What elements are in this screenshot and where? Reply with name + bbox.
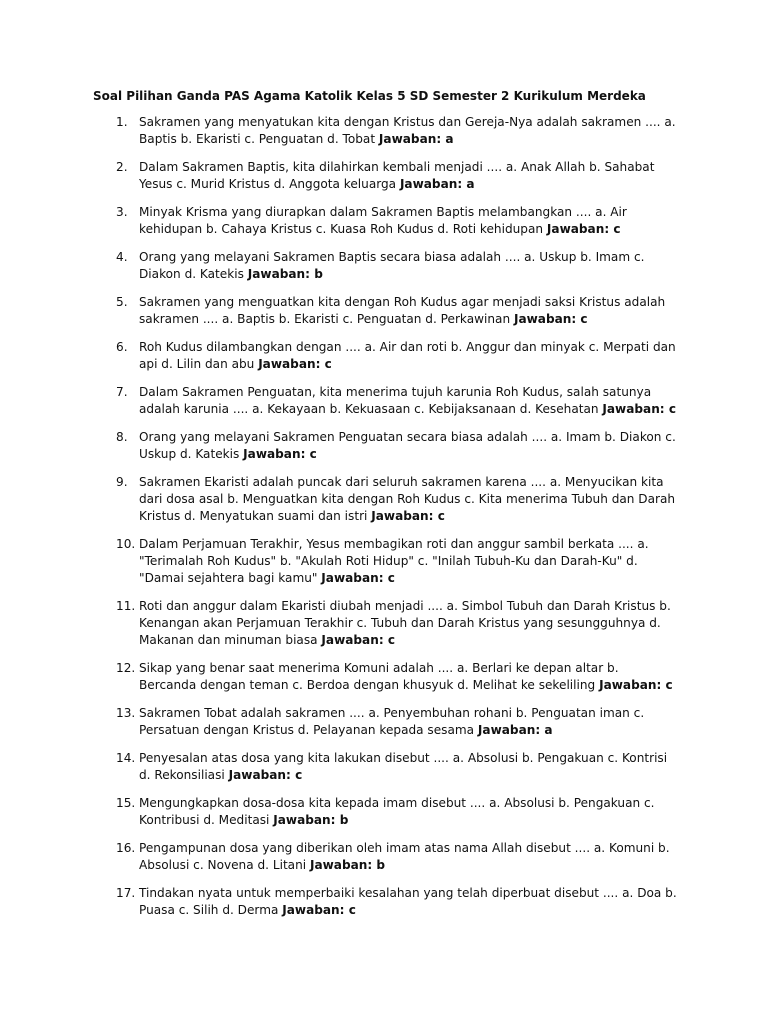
question-answer: Jawaban: c [243,447,317,461]
question-text: Minyak Krisma yang diurapkan dalam Sakramen Baptis melambangkan .... a. Air kehidupan b. Cahaya Kristus c. Kuasa Roh Kudus d. Roti kehidupan [139,205,627,236]
question-answer: Jawaban: b [247,267,323,281]
question-text: Sakramen yang menguatkan kita dengan Roh Kudus agar menjadi saksi Kristus adalah sakramen .... a. Baptis b. Ekaristi c. Penguatan d. Perkawinan [139,295,666,326]
question-text: Mengungkapkan dosa-dosa kita kepada imam disebut .... a. Absolusi b. Pengakuan c. Kontribusi d. Meditasi [139,796,655,827]
question-answer: Jawaban: c [602,402,677,416]
question-text: Roti dan anggur dalam Ekaristi diubah menjadi .... a. Simbol Tubuh dan Darah Kristus b. Kenangan akan Perjamuan Terakhir c. Tubuh dan Darah Kristus yang sesungguhnya d. Makanan dan minuman biasa [139,599,671,647]
question-answer: Jawaban: c [321,633,396,647]
question-item-10 [93,536,678,587]
question-text: Sakramen yang menyatukan kita dengan Kristus dan Gereja-Nya adalah sakramen .... a. Baptis b. Ekaristi c. Penguatan d. Tobat [139,115,676,146]
question-answer: Jawaban: c [371,509,445,523]
question-item-5 [93,294,678,328]
question-item-17 [93,885,678,919]
question-answer: Jawaban: b [309,858,386,872]
question-answer: Jawaban: c [282,903,356,917]
question-answer: Jawaban: c [258,357,332,371]
question-item-14 [93,750,678,784]
question-number: 9. [116,475,128,489]
question-item-7 [93,384,678,418]
question-item-15 [93,795,678,829]
question-number: 1. [116,115,128,129]
question-item-11 [93,598,678,649]
question-item-16 [93,840,678,874]
question-answer: Jawaban: c [228,768,303,782]
question-item-4 [93,249,678,283]
question-number: 10. [116,537,136,551]
question-answer: Jawaban: c [546,222,621,236]
question-number: 2. [116,160,128,174]
question-answer: Jawaban: c [599,678,673,692]
question-list [93,114,678,919]
question-answer: Jawaban: c [321,571,395,585]
question-text: Sakramen Ekaristi adalah puncak dari seluruh sakramen karena .... a. Menyucikan kita dari dosa asal b. Menguatkan kita dengan Roh Kudus c. Kita menerima Tubuh dan Darah Kristus d. Menyatukan suami dan istri [139,475,676,523]
question-item-1 [93,114,678,148]
question-number: 15. [116,796,136,810]
question-number: 3. [116,205,128,219]
question-number: 11. [116,599,136,613]
question-text: Sakramen Tobat adalah sakramen .... a. Penyembuhan rohani b. Penguatan iman c. Persatuan dengan Kristus d. Pelayanan kepada sesama [139,706,645,737]
question-number: 4. [116,250,128,264]
question-text: Dalam Sakramen Penguatan, kita menerima tujuh karunia Roh Kudus, salah satunya adalah karunia .... a. Kekayaan b. Kekuasaan c. Kebijaksanaan d. Kesehatan [139,385,652,416]
question-item-2 [93,159,678,193]
question-text: Orang yang melayani Sakramen Baptis secara biasa adalah .... a. Uskup b. Imam c. Diakon d. Katekis [139,250,645,281]
question-item-13 [93,705,678,739]
question-answer: Jawaban: a [477,723,553,737]
question-number: 17. [116,886,136,900]
question-text: Dalam Sakramen Baptis, kita dilahirkan kembali menjadi .... a. Anak Allah b. Sahabat Yesus c. Murid Kristus d. Anggota keluarga [139,160,655,191]
question-number: 6. [116,340,128,354]
question-number: 8. [116,430,128,444]
question-number: 7. [116,385,128,399]
question-answer: Jawaban: a [399,177,475,191]
question-item-12 [93,660,678,694]
question-number: 13. [116,706,136,720]
question-item-8 [93,429,678,463]
question-item-6 [93,339,678,373]
question-answer: Jawaban: c [513,312,588,326]
question-text: Roh Kudus dilambangkan dengan .... a. Air dan roti b. Anggur dan minyak c. Merpati dan api d. Lilin dan abu [139,340,676,371]
question-text: Dalam Perjamuan Terakhir, Yesus membagikan roti dan anggur sambil berkata .... a. "Terimalah Roh Kudus" b. "Akulah Roti Hidup" c. "Inilah Tubuh-Ku dan Darah-Ku" d. "Damai sejahtera bagi kamu" [139,537,649,585]
question-answer: Jawaban: a [378,132,454,146]
question-text: Sikap yang benar saat menerima Komuni adalah .... a. Berlari ke depan altar b. Bercanda dengan teman c. Berdoa dengan khusyuk d. Melihat ke sekeliling [139,661,619,692]
question-item-9 [93,474,678,525]
question-number: 14. [116,751,136,765]
question-text: Tindakan nyata untuk memperbaiki kesalahan yang telah diperbuat disebut .... a. Doa b. Puasa c. Silih d. Derma [139,886,677,917]
document-title: Soal Pilihan Ganda PAS Agama Katolik Kelas 5 SD Semester 2 Kurikulum Merdeka [93,89,646,103]
question-text: Pengampunan dosa yang diberikan oleh imam atas nama Allah disebut .... a. Komuni b. Absolusi c. Novena d. Litani [139,841,670,872]
question-text: Penyesalan atas dosa yang kita lakukan disebut .... a. Absolusi b. Pengakuan c. Kontrisi d. Rekonsiliasi [139,751,668,782]
question-number: 12. [116,661,136,675]
question-text: Orang yang melayani Sakramen Penguatan secara biasa adalah .... a. Imam b. Diakon c. Uskup d. Katekis [139,430,676,461]
question-number: 5. [116,295,128,309]
question-item-3 [93,204,678,238]
question-answer: Jawaban: b [273,813,349,827]
question-number: 16. [116,841,136,855]
